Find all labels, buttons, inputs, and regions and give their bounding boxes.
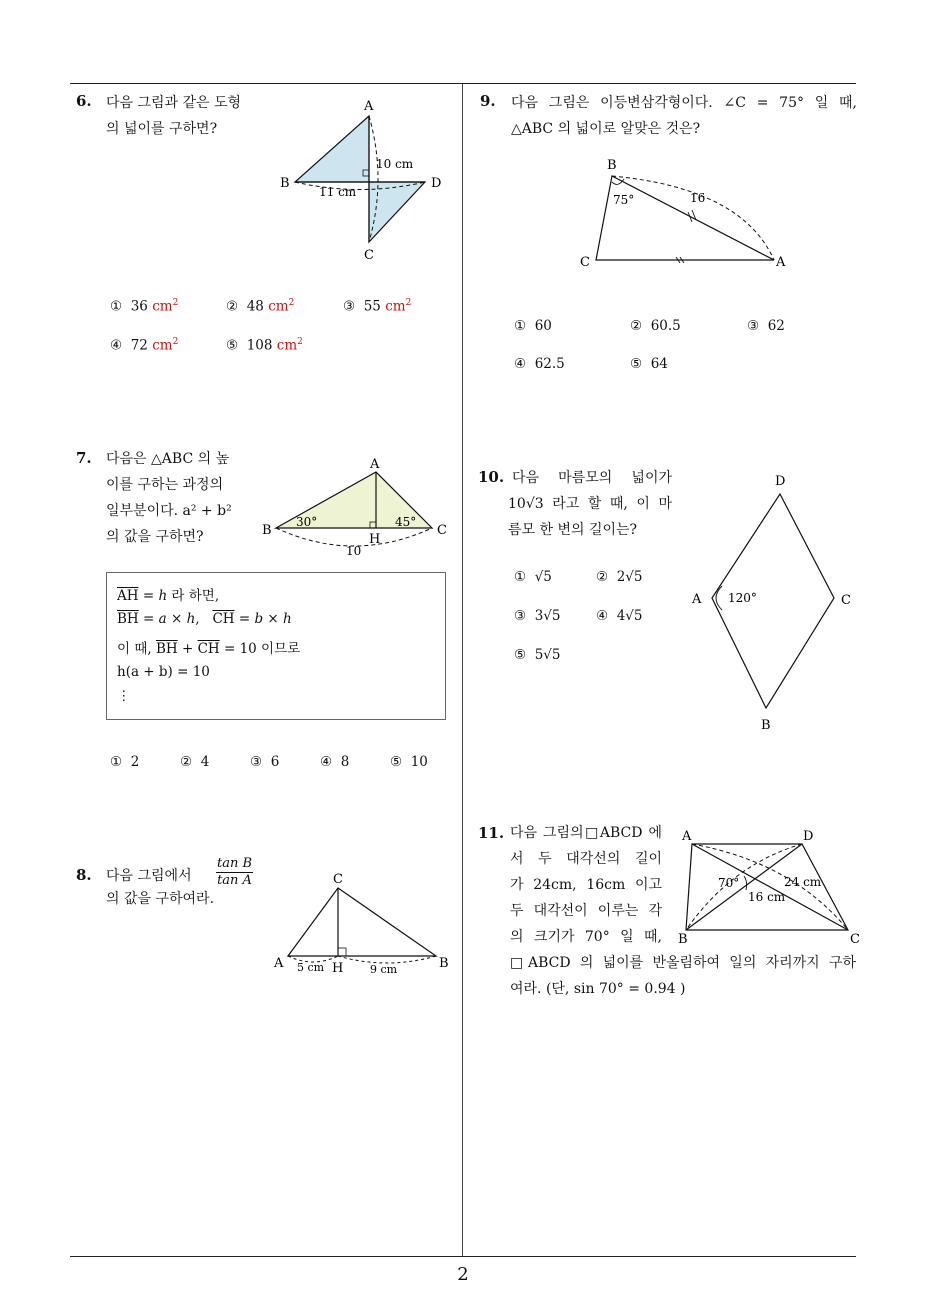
question-text: 다음 그림과 같은 도형 xyxy=(106,95,242,111)
option-3[interactable]: ③ 55 $cm^2$ xyxy=(343,298,412,315)
question-text: 름모 한 변의 길이는? xyxy=(508,522,638,538)
label-angle-C: 45° xyxy=(395,515,417,529)
option-3[interactable]: ③ 6 xyxy=(250,754,280,770)
option-4[interactable]: ④ 72 $cm^2$ xyxy=(110,337,179,354)
label-A: A xyxy=(370,457,380,472)
label-A: A xyxy=(682,829,692,844)
label-A: A xyxy=(776,255,786,270)
option-2[interactable]: ② 4 xyxy=(180,754,210,770)
label-C: C xyxy=(333,872,343,887)
question-text: △ABC 의 넓이로 알맞은 것은? xyxy=(511,121,701,137)
label-C: C xyxy=(437,523,447,538)
question-text: 여라. (단, sin 70° = 0.94 ) xyxy=(510,981,686,997)
question-text: 다음 그림에서 xyxy=(106,868,192,884)
box-line-3: 이 때, $\overline{BH} + \overline{CH} = 10$ 이므로 xyxy=(117,641,301,657)
label-D: D xyxy=(431,176,442,191)
top-rule xyxy=(70,83,856,84)
page-number: 2 xyxy=(457,1264,469,1285)
question-number: 8. xyxy=(76,866,92,884)
label-A: A xyxy=(692,592,702,607)
label-H: H xyxy=(332,961,344,976)
box-line-4: h(a + b) = 10 xyxy=(117,664,210,680)
label-angle: 75° xyxy=(613,193,635,207)
label-C: C xyxy=(580,255,590,270)
option-5[interactable]: ⑤ 10 xyxy=(390,754,428,770)
label-base: 10 xyxy=(346,544,362,558)
question-text: □ABCD 의 넓이를 반올림하여 일의 자리까지 구하 xyxy=(510,955,856,971)
label-A: A xyxy=(364,99,374,114)
label-angle: 120° xyxy=(728,591,757,605)
fraction xyxy=(216,856,253,889)
question-text: 의 크기가 70° 일 때, xyxy=(510,929,662,945)
box-line-1: $\overline{AH} = h$ 라 하면, xyxy=(117,588,220,604)
option-1[interactable]: ① 60 xyxy=(514,318,552,334)
label-side: 16 xyxy=(690,191,706,205)
label-C: C xyxy=(850,932,860,947)
bottom-rule xyxy=(70,1256,856,1257)
question-text: 의 넓이를 구하면? xyxy=(106,121,218,137)
label-B: B xyxy=(439,956,449,971)
option-2[interactable]: ② 60.5 xyxy=(630,318,681,334)
question-number: 7. xyxy=(76,449,92,467)
question-number: 11. xyxy=(478,824,505,842)
label-vertical: 10 cm xyxy=(376,157,414,171)
quadrilateral-figure xyxy=(672,826,862,948)
option-4[interactable]: ④ 4√5 xyxy=(596,608,643,624)
question-text: 의 값을 구하면? xyxy=(106,529,204,545)
label-H: H xyxy=(369,532,381,547)
question-text: 의 값을 구하여라. xyxy=(106,891,215,907)
label-A: A xyxy=(274,956,284,971)
question-number: 10. xyxy=(478,468,505,486)
label-horizontal: 11 cm xyxy=(319,185,357,199)
question-text: 이를 구하는 과정의 xyxy=(106,477,224,493)
box-line-2: $\overline{BH} = a \times h$, $\overline{CH} = b \times h$ xyxy=(117,611,292,627)
option-5[interactable]: ⑤ 5√5 xyxy=(514,647,561,663)
option-1[interactable]: ① 36 $cm^2$ xyxy=(110,298,179,315)
label-HB: 9 cm xyxy=(370,963,398,976)
question-text: 일부분이다. a² + b² xyxy=(106,503,232,519)
question-number: 9. xyxy=(480,92,496,110)
option-2[interactable]: ② 2√5 xyxy=(596,569,643,585)
option-3[interactable]: ③ 62 xyxy=(747,318,785,334)
question-number: 6. xyxy=(76,92,92,110)
option-5[interactable]: ⑤ 108 $cm^2$ xyxy=(226,337,303,354)
option-3[interactable]: ③ 3√5 xyxy=(514,608,561,624)
column-divider xyxy=(462,84,463,1256)
label-d2: 16 cm xyxy=(748,890,786,904)
label-D: D xyxy=(803,829,814,844)
triangle-figure xyxy=(270,868,456,978)
label-B: B xyxy=(678,932,688,947)
question-text: 다음 그림의□ABCD 에 xyxy=(510,825,662,841)
question-text: 두 대각선이 이루는 각 xyxy=(510,903,662,919)
label-d1: 24 cm xyxy=(784,875,822,889)
box-line-5: ⋮ xyxy=(117,688,131,704)
label-angle: 70° xyxy=(718,876,740,890)
question-text: 다음은 △ABC 의 높 xyxy=(106,451,230,467)
question-text: 다음 마름모의 넓이가 xyxy=(512,470,672,486)
rhombus-figure xyxy=(686,470,866,736)
label-B: B xyxy=(761,718,771,733)
label-AH: 5 cm xyxy=(297,961,325,974)
option-2[interactable]: ② 48 $cm^2$ xyxy=(226,298,295,315)
option-1[interactable]: ① 2 xyxy=(110,754,140,770)
question-text: 서 두 대각선의 길이 xyxy=(510,851,662,867)
isosceles-triangle-figure xyxy=(572,152,802,276)
triangle-figure xyxy=(258,452,458,562)
option-4[interactable]: ④ 8 xyxy=(320,754,350,770)
label-B: B xyxy=(280,176,290,191)
label-angle-B: 30° xyxy=(296,515,318,529)
option-4[interactable]: ④ 62.5 xyxy=(514,356,565,372)
fraction-denominator: tan A xyxy=(217,873,252,888)
fraction-numerator: tan B xyxy=(217,856,253,871)
question-text: 다음 그림은 이등변삼각형이다. ∠C = 75° 일 때, xyxy=(511,95,857,111)
question-text: 가 24cm, 16cm 이고 xyxy=(510,877,662,893)
label-B: B xyxy=(607,158,617,173)
label-D: D xyxy=(775,474,786,489)
rhombus-figure xyxy=(275,96,455,266)
question-text: 10√3 라고 할 때, 이 마 xyxy=(508,496,672,512)
option-1[interactable]: ① √5 xyxy=(514,569,552,585)
label-B: B xyxy=(262,523,272,538)
label-C: C xyxy=(364,248,374,263)
option-5[interactable]: ⑤ 64 xyxy=(630,356,668,372)
label-C: C xyxy=(841,593,851,608)
